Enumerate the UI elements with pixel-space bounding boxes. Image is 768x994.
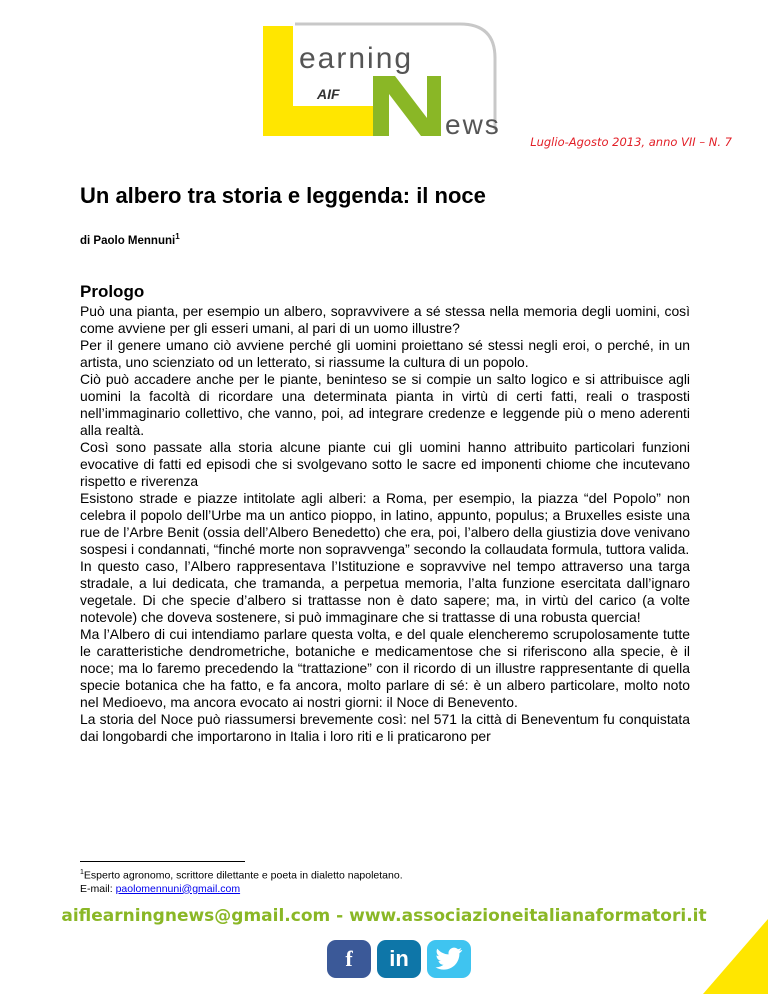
- paragraph: Può una pianta, per esempio un albero, sopravvivere a sé stessa nella memoria degli uomini, così come avviene per gli esseri umani, al pari di un uomo illustre?: [80, 303, 690, 336]
- footer-contact[interactable]: aiflearningnews@gmail.com - www.associazioneitalianaformatori.it: [61, 906, 707, 926]
- footnote-email-line: [80, 883, 403, 896]
- logo-brand: AIF: [317, 86, 340, 102]
- paragraph: La storia del Noce può riassumersi brevemente così: nel 571 la città di Beneventum fu conquistata dai longobardi che importarono in Italia i loro riti e li praticarono per: [80, 711, 690, 744]
- footnote-text: Esperto agronomo, scrittore dilettante e poeta in dialetto napoletano.: [83, 869, 403, 882]
- corner-decoration: [703, 919, 768, 994]
- email-link[interactable]: paolomennuni@gmail.com: [115, 882, 241, 895]
- logo-text-bottom: ews: [445, 109, 501, 140]
- author-footnote-ref[interactable]: 1: [175, 232, 180, 241]
- twitter-icon[interactable]: [427, 940, 471, 978]
- email-label: E-mail:: [80, 882, 116, 895]
- issue-info: Luglio-Agosto 2013, anno VII – N. 7: [530, 135, 732, 149]
- paragraph: Esistono strade e piazze intitolate agli alberi: a Roma, per esempio, la piazza “del Popolo” non celebra il popolo dell’Urbe ma un antico pioppo, in latino, appunto, populus; a Bruxelles esiste una rue de l’Arbre Benit (ossia dell’Albero Benedetto) che era, poi, l’albero della giustizia dove venivano sospesi i condannati, “finché morte non sopravvenga” secondo la collaudata formula, tuttora valida.: [80, 490, 691, 557]
- footnote-number: 1: [80, 869, 84, 876]
- author-line: [80, 232, 180, 247]
- author-name: di Paolo Mennuni: [80, 234, 176, 247]
- footnote-text-line: [80, 866, 403, 883]
- article-title: Un albero tra storia e leggenda: il noce: [80, 183, 486, 208]
- learning-news-logo: [255, 18, 505, 140]
- paragraph: Ma l’Albero di cui intendiamo parlare questa volta, e del quale elencheremo scrupolosamente tutte le caratteristiche dendrometriche, botaniche e medicamentose che si riferiscono alla specie, è il noce; ma lo faremo precedendo la “trattazione” con il ricordo di un illustre rappresentante di quella specie botanica che ha fatto, e fa ancora, molto parlare di sé: è un albero particolare, molto noto nel Medioevo, ma ancora evocato ai nostri giorni: il Noce di Benevento.: [80, 626, 690, 710]
- paragraph: Per il genere umano ciò avviene perché gli uomini proiettano sé stessi negli eroi, o perché, in un artista, uno scienziato od un letterato, si riassume la cultura di un popolo.: [80, 337, 690, 370]
- logo-text-top: earning: [299, 42, 414, 75]
- paragraph: Ciò può accadere anche per le piante, beninteso se si compie un salto logico e si attribuisce agli uomini la facoltà di ricordare una determinata pianta in virtù di certi fatti, reali o trasposti nell’immaginario collettivo, che vanno, poi, ad integrare credenze e leggende più o meno aderenti alla realtà.: [80, 371, 690, 438]
- section-heading: Prologo: [80, 282, 145, 301]
- footnote-rule: [80, 861, 245, 862]
- article-body: [80, 303, 690, 745]
- facebook-icon[interactable]: f: [327, 940, 371, 978]
- paragraph: Così sono passate alla storia alcune piante cui gli uomini hanno attribuito particolari funzioni evocative di fatti ed episodi che si svolgevano sotto le sacre ed imponenti chiome che incutevano rispetto e riverenza: [80, 439, 690, 489]
- linkedin-icon[interactable]: in: [377, 940, 421, 978]
- footnote: [80, 866, 403, 896]
- social-icons: [327, 940, 471, 978]
- paragraph: In questo caso, l’Albero rappresentava l’Istituzione e sopravvive nel tempo attraverso una targa stradale, a lui dedicata, che tramanda, a perpetua memoria, l’alta funzione esercitata dall’ignaro vegetale. Di che specie d’albero si trattasse non è dato sapere; ma, in virtù del carico (a volte notevole) che doveva sostenere, si può immaginare che si trattasse di una robusta quercia!: [80, 558, 690, 625]
